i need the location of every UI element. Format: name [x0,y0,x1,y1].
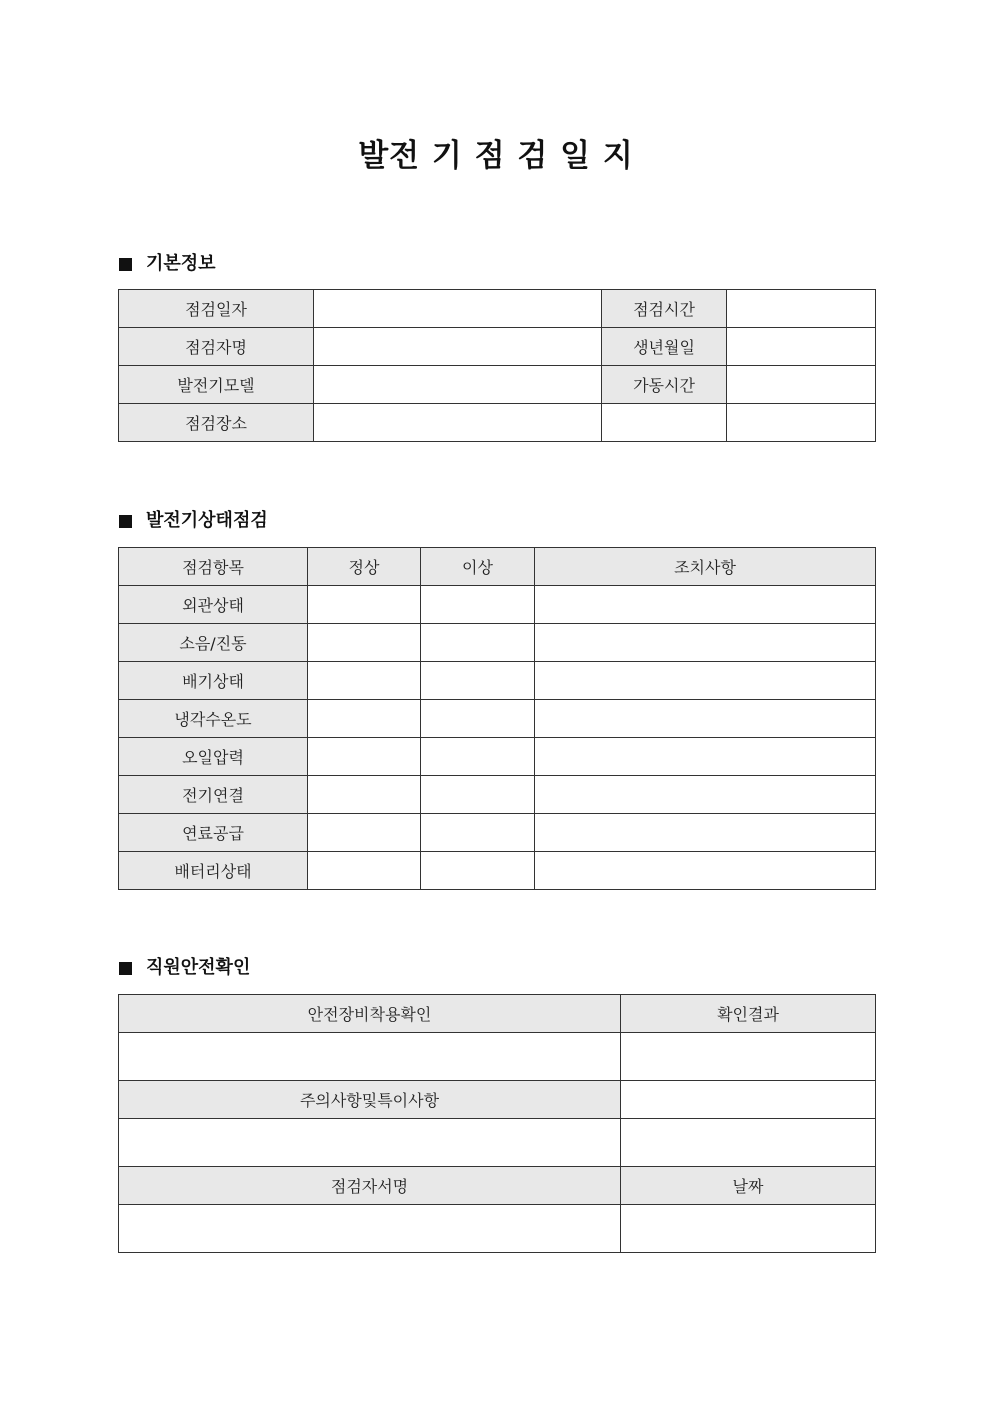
operating-hours-field[interactable] [727,366,876,404]
square-bullet-icon [119,962,132,975]
column-header-normal: 정상 [308,548,421,586]
section-heading-basic-info [119,252,216,276]
normal-cell[interactable] [308,700,421,738]
item-label: 오일압력 [119,738,308,776]
status-check-table [118,547,876,890]
section-title: 기본정보 [146,253,216,274]
action-cell[interactable] [535,586,876,624]
document-title: 발전 기 점 검 일 지 [358,138,634,174]
section-heading-status-check [119,509,268,533]
table-row [119,1081,876,1119]
table-row [119,1119,876,1167]
item-label: 연료공급 [119,814,308,852]
notes-field[interactable] [119,1119,621,1167]
table-row [119,624,876,662]
table-row [119,738,876,776]
column-header-action: 조치사항 [535,548,876,586]
table-row [119,404,876,442]
normal-cell[interactable] [308,776,421,814]
column-header-abnormal: 이상 [421,548,535,586]
basic-info-table [118,289,876,442]
action-cell[interactable] [535,776,876,814]
table-row [119,1205,876,1253]
square-bullet-icon [119,515,132,528]
empty-cell[interactable] [621,1081,876,1119]
table-row [119,1033,876,1081]
empty-cell[interactable] [727,404,876,442]
safety-gear-field[interactable] [119,1033,621,1081]
square-bullet-icon [119,258,132,271]
inspection-time-field[interactable] [727,290,876,328]
abnormal-cell[interactable] [421,662,535,700]
action-cell[interactable] [535,700,876,738]
abnormal-cell[interactable] [421,738,535,776]
table-row [119,776,876,814]
normal-cell[interactable] [308,662,421,700]
abnormal-cell[interactable] [421,814,535,852]
birth-date-field[interactable] [727,328,876,366]
label-inspector-signature: 점검자서명 [119,1167,621,1205]
action-cell[interactable] [535,662,876,700]
abnormal-cell[interactable] [421,624,535,662]
label-operating-hours: 가동시간 [602,366,727,404]
section-title: 직원안전확인 [146,957,251,978]
item-label: 소음/진동 [119,624,308,662]
table-row [119,814,876,852]
action-cell[interactable] [535,852,876,890]
column-header-item: 점검항목 [119,548,308,586]
table-row [119,852,876,890]
item-label: 냉각수온도 [119,700,308,738]
normal-cell[interactable] [308,814,421,852]
table-row [119,586,876,624]
action-cell[interactable] [535,738,876,776]
empty-cell[interactable] [602,404,727,442]
label-generator-model: 발전기모델 [119,366,314,404]
label-inspection-location: 점검장소 [119,404,314,442]
inspection-date-field[interactable] [314,290,602,328]
abnormal-cell[interactable] [421,776,535,814]
normal-cell[interactable] [308,852,421,890]
abnormal-cell[interactable] [421,586,535,624]
table-row [119,700,876,738]
date-field[interactable] [621,1205,876,1253]
table-header-row [119,995,876,1033]
action-cell[interactable] [535,814,876,852]
item-label: 배기상태 [119,662,308,700]
normal-cell[interactable] [308,624,421,662]
action-cell[interactable] [535,624,876,662]
table-header-row [119,548,876,586]
empty-cell[interactable] [621,1119,876,1167]
table-row [119,328,876,366]
generator-model-field[interactable] [314,366,602,404]
inspection-location-field[interactable] [314,404,602,442]
safety-check-table [118,994,876,1253]
signature-field[interactable] [119,1205,621,1253]
abnormal-cell[interactable] [421,700,535,738]
item-label: 전기연결 [119,776,308,814]
label-date: 날짜 [621,1167,876,1205]
label-inspector-name: 점검자명 [119,328,314,366]
label-inspection-date: 점검일자 [119,290,314,328]
table-row [119,290,876,328]
item-label: 배터리상태 [119,852,308,890]
normal-cell[interactable] [308,738,421,776]
table-row [119,1167,876,1205]
check-result-field[interactable] [621,1033,876,1081]
label-safety-gear: 안전장비착용확인 [119,995,621,1033]
section-heading-safety-check [119,956,250,980]
item-label: 외관상태 [119,586,308,624]
table-row [119,366,876,404]
normal-cell[interactable] [308,586,421,624]
label-notes: 주의사항및특이사항 [119,1081,621,1119]
label-check-result: 확인결과 [621,995,876,1033]
section-title: 발전기상태점검 [146,510,268,531]
table-row [119,662,876,700]
label-birth-date: 생년월일 [602,328,727,366]
inspector-name-field[interactable] [314,328,602,366]
abnormal-cell[interactable] [421,852,535,890]
label-inspection-time: 점검시간 [602,290,727,328]
